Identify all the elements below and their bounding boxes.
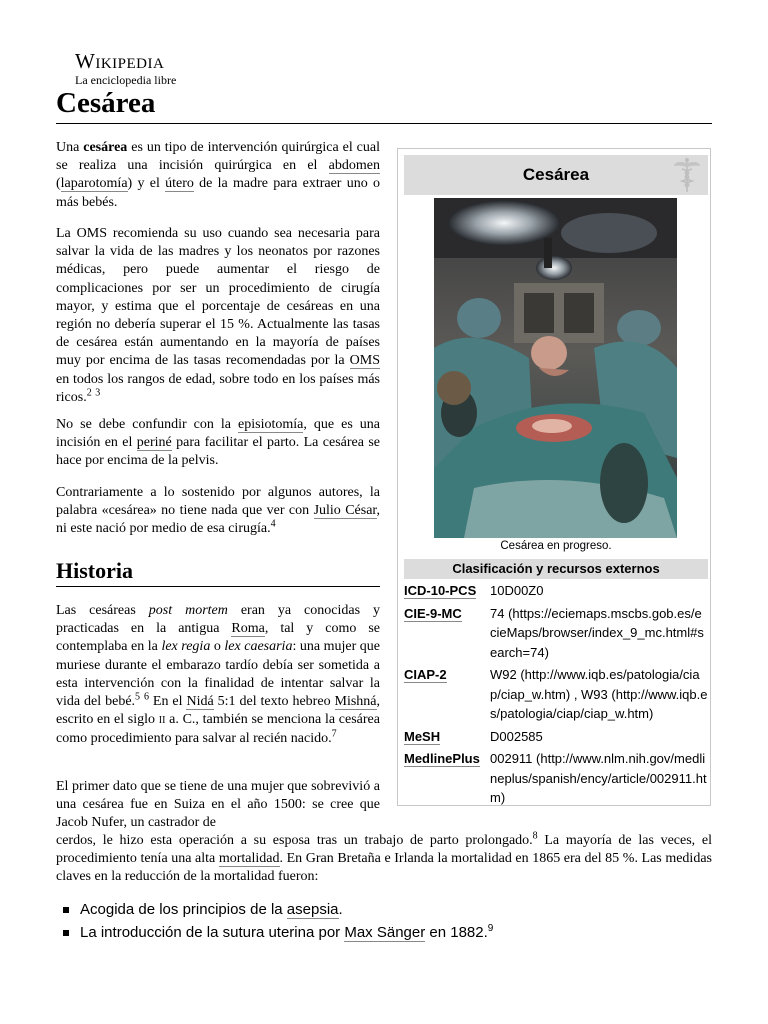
ref-2[interactable]: 2 — [86, 387, 92, 399]
ref-8[interactable]: 8 — [532, 830, 538, 842]
link-mishna[interactable]: Mishná — [334, 694, 377, 710]
value-medlineplus[interactable]: 002911 (http://www.nlm.nih.gov/medlineplus/spanish/ency/article/002911.htm) — [490, 751, 707, 805]
value-cie-9-mc[interactable]: 74 (https://eciemaps.mscbs.gob.es/ecieMaps/browser/index_9_mc.html#search=74) — [490, 605, 704, 660]
surgery-photo[interactable] — [434, 198, 677, 538]
section-heading-historia: Historia — [56, 558, 133, 583]
intro-paragraph-4: Contrariamente a lo sostenido por algunos autores, la palabra «cesárea» no tiene nada que ver con Julio César, ni este nació por medio de esa cirugía.$^4$ — [56, 485, 381, 537]
historia-paragraph-2-start: El primer dato que se tiene de una mujer que sobrevivió a una cesárea fue en Suiza en el año 1500: se cree que Jacob Nufer, un castrador de — [56, 779, 380, 831]
table-row — [404, 662, 708, 724]
historia-paragraph-2-continued: cerdos, le hizo esta operación a su esposa tras un trabajo de parto prolongado.$^8$ La mayoría de las veces, el procedimiento tenía una alta mortalidad. En Gran Bretaña e Irlanda la mortalidad en 1865 era del 85 %. Las medidas claves en la reducción de la mortalidad fueron: — [56, 830, 712, 885]
ref-9[interactable]: 9 — [487, 923, 494, 934]
table-row — [404, 581, 708, 601]
intro-paragraph-3: No se debe confundir con la episiotomía, que es una incisión en el periné para facilitar el parto. La cesárea se hace por encima de la pelvis. — [56, 417, 380, 469]
key-ciap-2[interactable]: CIAP-2 — [404, 667, 447, 682]
historia-paragraph-1: Las cesáreas post mortem eran ya conocidas y practicadas en la antigua Roma, tal y como se contemplaba en la lex regia o lex caesaria: una mujer que muriese durante el embarazo tardío debía ser sometida a esta intervención con la finalidad de intentar salvar la vida del bebé.$^5$ $^6$ En el Nidá 5:1 del texto hebreo Mishná, escrito en el siglo II a. C., también se menciona la cesárea como procedimiento para salvar al recién nacido.$^7$ — [56, 603, 381, 747]
infobox-subheading: Clasificación y recursos externos — [404, 559, 708, 579]
page-title: Cesárea — [56, 87, 156, 119]
title-divider — [56, 123, 712, 124]
value-mesh: D002585 — [490, 728, 543, 744]
value-ciap-2[interactable]: W92 (http://www.iqb.es/patologia/ciap/ciap_w.htm) , W93 (http://www.iqb.es/patologia/ciap/ciap_w.htm) — [490, 667, 708, 721]
reduction-measures-list — [62, 898, 493, 944]
ref-7[interactable]: 7 — [331, 728, 337, 740]
table-row — [404, 601, 708, 663]
link-perine[interactable]: periné — [136, 435, 172, 451]
link-utero[interactable]: útero — [165, 176, 194, 192]
ref-5[interactable]: 5 — [135, 691, 141, 703]
link-roma[interactable]: Roma — [231, 621, 265, 637]
infobox — [397, 148, 711, 806]
infobox-classification-table — [404, 581, 708, 808]
infobox-image-caption: Cesárea en progreso. — [500, 540, 612, 552]
wikipedia-logo[interactable] — [75, 50, 205, 87]
section-divider — [56, 586, 380, 587]
ref-6[interactable]: 6 — [143, 691, 149, 703]
link-asepsia[interactable]: asepsia — [286, 901, 339, 918]
logo-tagline: La enciclopedia libre — [75, 73, 177, 87]
link-episiotomia[interactable]: episiotomía — [238, 417, 304, 432]
list-item: Acogida de los principios de la asepsia. — [62, 898, 493, 921]
link-oms[interactable]: OMS — [349, 353, 380, 369]
intro-paragraph-2: La OMS recomienda su uso cuando sea necesaria para salvar la vida de las madres y los neonatos por razones médicas, pero puede aumentar el riesgo de complicaciones por ser un procedimiento de cirugía mayor, y estima que el porcentaje de cesáreas en una región no debería superar el 15 %. Actualmente las tasas de cesárea están aumentando en la mayoría de países muy por encima de las tasas recomendadas por la OMS en todos los rangos de edad, sobre todo en los países más ricos.$^2$ $^3$ — [56, 226, 380, 405]
link-abdomen[interactable]: abdomen — [328, 158, 380, 174]
value-icd-10-pcs: 10D00Z0 — [490, 583, 544, 598]
intro-paragraph-1: Una cesárea es un tipo de intervención quirúrgica el cual se realiza una incisión quirúrgica en el abdomen (laparotomía) y el útero de la madre para extraer uno o más bebés. — [56, 140, 381, 210]
link-laparotomia[interactable]: laparotomía — [60, 176, 128, 192]
table-row — [404, 724, 708, 747]
link-mortalidad[interactable]: mortalidad — [218, 851, 280, 867]
list-item: La introducción de la sutura uterina por Max Sänger en 1882.$^9$ — [62, 921, 493, 944]
table-row — [404, 746, 708, 808]
key-mesh[interactable]: MeSH — [404, 728, 441, 744]
infobox-title: Cesárea — [404, 155, 708, 195]
key-icd-10-pcs[interactable]: ICD-10-PCS — [404, 583, 477, 598]
link-max-sanger[interactable]: Max Sänger — [344, 924, 426, 941]
ref-3[interactable]: 3 — [95, 387, 101, 399]
key-medlineplus[interactable]: MedlinePlus — [404, 751, 480, 766]
key-cie-9-mc[interactable]: CIE-9-MC — [404, 605, 462, 621]
logo-wordmark: Wikipedia — [75, 49, 165, 73]
caduceus-icon — [672, 157, 702, 193]
link-nida[interactable]: Nidá — [186, 694, 214, 710]
link-julio-cesar[interactable]: Julio César — [313, 503, 377, 519]
ref-4[interactable]: 4 — [270, 518, 276, 530]
